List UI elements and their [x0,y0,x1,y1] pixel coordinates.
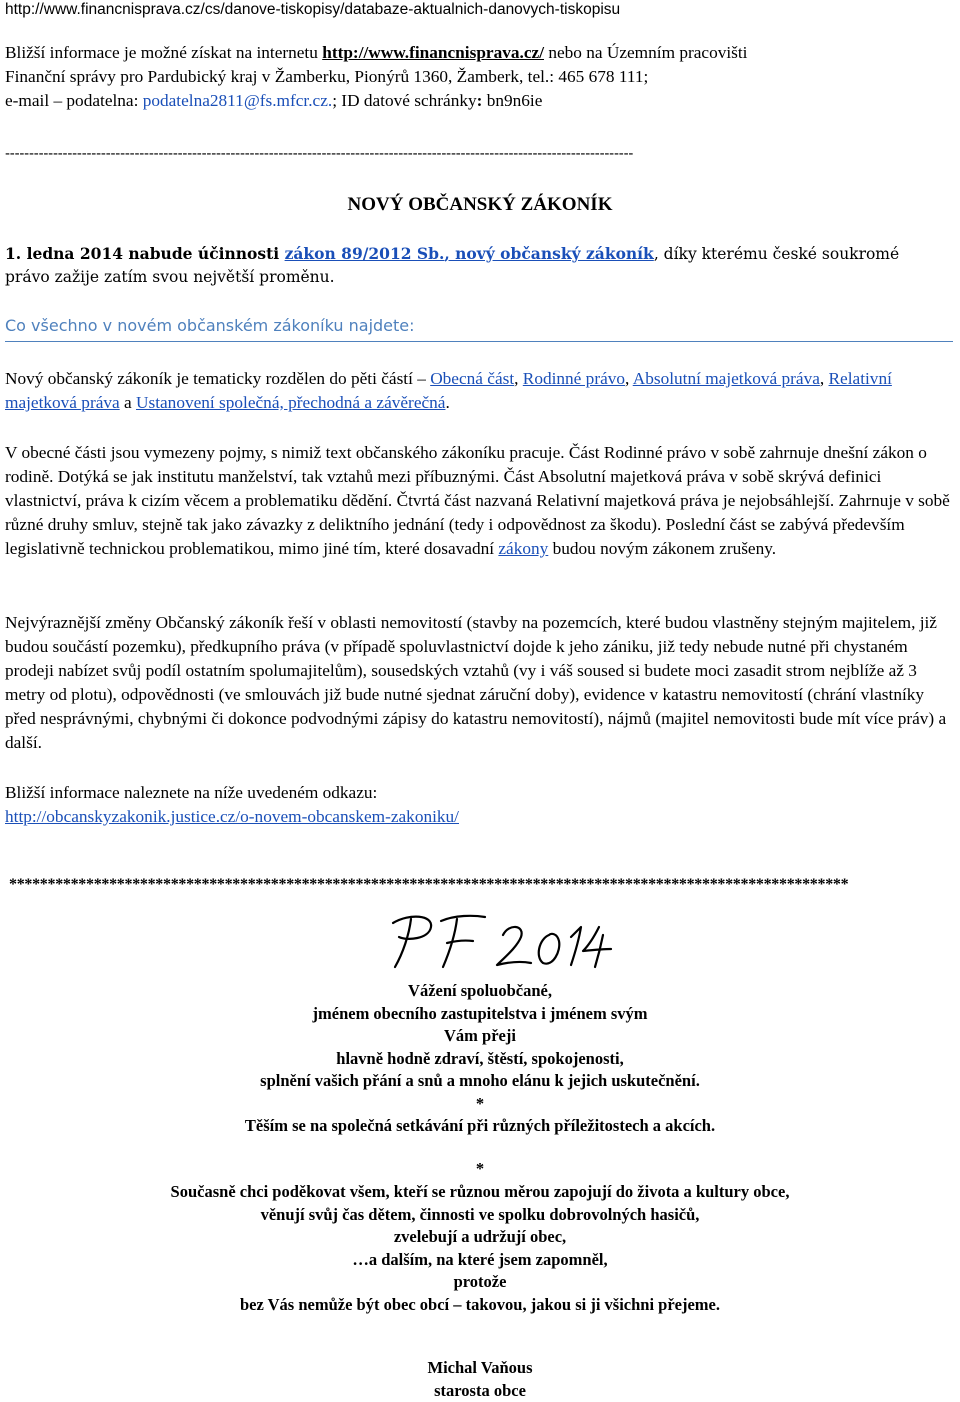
greeting-line: Těším se na společná setkávání při různých příležitostech a akcích. [0,1115,960,1138]
link-laws[interactable]: zákony [498,539,548,558]
p1-sep-1: , [514,369,523,388]
info-line-3-mid: ; ID datové schránky [332,91,476,110]
info-line-3-text: e-mail – podatelna: [5,91,143,110]
article-title: NOVÝ OBČANSKÝ ZÁKONÍK [0,193,960,217]
law-89-2012-link[interactable]: zákon 89/2012 Sb. [285,244,445,263]
signature-name: Michal Vaňous [0,1357,960,1380]
more-info-text: Bližší informace naleznete na níže uvedeném odkazu: [5,781,955,805]
thanks-line: věnují svůj čas dětem, činnosti ve spolku dobrovolných hasičů, [0,1204,960,1227]
p2-text: V obecné části jsou vymezeny pojmy, s nimiž text občanského zákoníku pracuje. Část Rodinné právo v sobě zahrnuje dnešní zákon o rodině. Dotýká se jak institutu manželství, tak vztahů mezi příbuznými. Část Absolutní majetková práva v sobě skrývá definici vlastnictví, práva k cizím věcem a problematiku dědění. Čtvrtá část nazvaná Relativní majetková práva je nejobsáhlejší. Zahrnuje v sobě různé druhy smluv, stejně tak jako závazky z deliktního jednání (tedy i odpovědnost za škodu). Poslední část se zabývá především legislativně technickou problematikou, mimo jiné tím, které dosavadní [5,443,950,558]
info-line-2: Finanční správy pro Pardubický kraj v Žamberku, Pionýrů 1360, Žamberk, tel.: 465 678 111; [5,65,955,89]
signature-role: starosta obce [0,1380,960,1402]
p1-end: . [445,393,449,412]
intro-bold-text: 1. ledna 2014 nabude účinnosti [5,244,285,263]
link-relative-property-rights[interactable]: Relativní majetková práva [5,369,892,412]
link-common-provisions[interactable]: Ustanovení společná, přechodná a závěrečná [136,393,445,412]
info-line-3-suffix: bn9n6ie [482,91,542,110]
justice-link[interactable]: http://obcanskyzakonik.justice.cz/o-novem-obcanskem-zakoniku/ [5,807,459,826]
thanks-line: bez Vás nemůže být obec obcí – takovou, jakou si ji všichni přejeme. [0,1294,960,1317]
info-line-1-suffix: nebo na Územním pracovišti [544,43,747,62]
intro-suffix: , díky kterému české soukromé [654,245,899,263]
thanks-line: Současně chci poděkovat všem, kteří se různou měrou zapojují do života a kultury obce, [0,1181,960,1204]
info-line-1-text: Bližší informace je možné získat na internetu [5,43,322,62]
link-absolute-property-rights[interactable]: Absolutní majetková práva [633,369,820,388]
header-url: http://www.financnisprava.cz/cs/danove-tiskopisy/databaze-aktualnich-danovych-tiskopisu [5,0,620,20]
greeting-line: jménem obecního zastupitelstva i jménem svým [0,1003,960,1026]
civil-code-link[interactable]: , nový občanský zákoník [444,244,653,263]
section-title: Co všechno v novém občanském zákoníku najdete: [5,314,953,342]
greeting-line: hlavně hodně zdraví, štěstí, spokojenosti, [0,1048,960,1071]
info-line-3 [5,89,955,113]
p1-text: Nový občanský zákoník je tematicky rozdělen do pěti částí – [5,369,430,388]
financnisprava-link[interactable]: http://www.financnisprava.cz/ [322,43,544,62]
greeting-line: Vám přeji [0,1025,960,1048]
p1-sep-3: , [820,369,829,388]
thanks-line: zvelebují a udržují obec, [0,1226,960,1249]
info-line-1 [5,41,955,65]
link-general-part[interactable]: Obecná část [430,369,514,388]
p1-sep-2: , [625,369,633,388]
email-link[interactable]: podatelna2811@fs.mfcr.cz. [143,91,332,110]
greeting-star-2: * [0,1158,960,1181]
paragraph-main-changes: Nejvýraznější změny Občanský zákoník řeší v oblasti nemovitostí (stavby na pozemcích, které budou vlastněny stejným majitelem, již budou součástí pozemku), předkupního práva (v případě spoluvlastnictví dojde k jeho zániku, již tedy nebude nutné při chystaném prodeji nabízet svůj podíl ostatním spolumajitelům), sousedských vztahů (vy i váš soused si budete moci zasadit strom nejblíže až 3 metry od plotu), odpovědnosti (ve smlouvách již bude nutné sjednat záruční doby), evidence v katastru nemovitostí (chrání vlastníky před nesprávnými, chybnými či dokonce podvodnými zápisy do katastru nemovitostí), nájmů (majitel nemovitosti bude mít více práv) a další. [5,611,955,755]
signature [0,1357,960,1402]
stars-divider: ************************************************************************************************************* [9,876,949,894]
paragraph-structure [5,367,955,415]
paragraph-parts-description [5,441,955,561]
paragraph-more-info [5,781,955,829]
greeting-line: Vážení spoluobčané, [0,980,960,1003]
tax-office-info [5,41,955,113]
thanks-line: protože [0,1271,960,1294]
thanks-block [0,1181,960,1316]
pf-2014-logo [385,905,615,973]
p1-sep-4: a [120,393,136,412]
new-year-greeting [0,980,960,1138]
intro-line-1 [5,242,955,266]
intro-line-2: právo zažije zatím svou největší proměnu. [5,266,955,289]
p2-text-end: budou novým zákonem zrušeny. [548,539,776,558]
dashed-separator: ----------------------------------------------------------------------------------------------------------------------------------- [5,144,950,164]
article-intro [5,242,955,289]
info-line-3-colon: : [477,91,483,110]
link-family-law[interactable]: Rodinné právo [523,369,625,388]
greeting-star: * [0,1093,960,1116]
greeting-line: splnění vašich přání a snů a mnoho elánu k jejich uskutečnění. [0,1070,960,1093]
thanks-line: …a dalším, na které jsem zapomněl, [0,1249,960,1272]
